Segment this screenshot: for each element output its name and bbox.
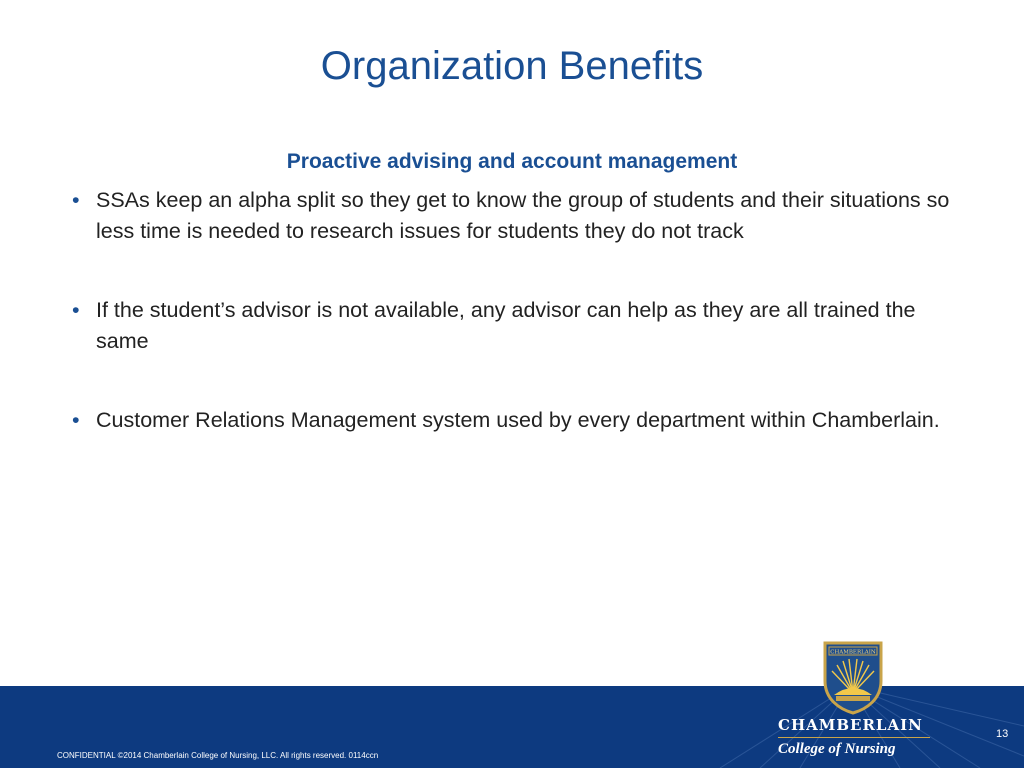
confidential-notice: CONFIDENTIAL ©2014 Chamberlain College of Nursing, LLC. All rights reserved. 0114ccn xyxy=(57,751,379,760)
slide-title: Organization Benefits xyxy=(320,44,704,88)
bullet-text: If the student’s advisor is not available, any advisor can help as they are all trained the same xyxy=(96,298,916,353)
shield-text: CHAMBERLAIN xyxy=(830,649,876,656)
bullet-icon: • xyxy=(72,188,80,212)
bullet-text: Customer Relations Management system used by every department within Chamberlain. xyxy=(96,408,940,432)
bullet-list xyxy=(70,185,970,484)
logo-name: CHAMBERLAIN xyxy=(778,716,923,734)
bullet-icon: • xyxy=(72,408,80,432)
chamberlain-shield-logo xyxy=(822,641,884,715)
logo-divider xyxy=(778,737,930,738)
slide-subtitle: Proactive advising and account management xyxy=(286,150,738,173)
bullet-text: SSAs keep an alpha split so they get to know the group of students and their situations so less time is needed to research issues for students they do not track xyxy=(96,188,950,243)
list-item xyxy=(70,185,970,247)
list-item xyxy=(70,295,970,357)
bullet-icon: • xyxy=(72,298,80,322)
list-item xyxy=(70,405,970,436)
logo-subtitle: College of Nursing xyxy=(778,741,896,757)
page-number: 13 xyxy=(996,728,1009,740)
